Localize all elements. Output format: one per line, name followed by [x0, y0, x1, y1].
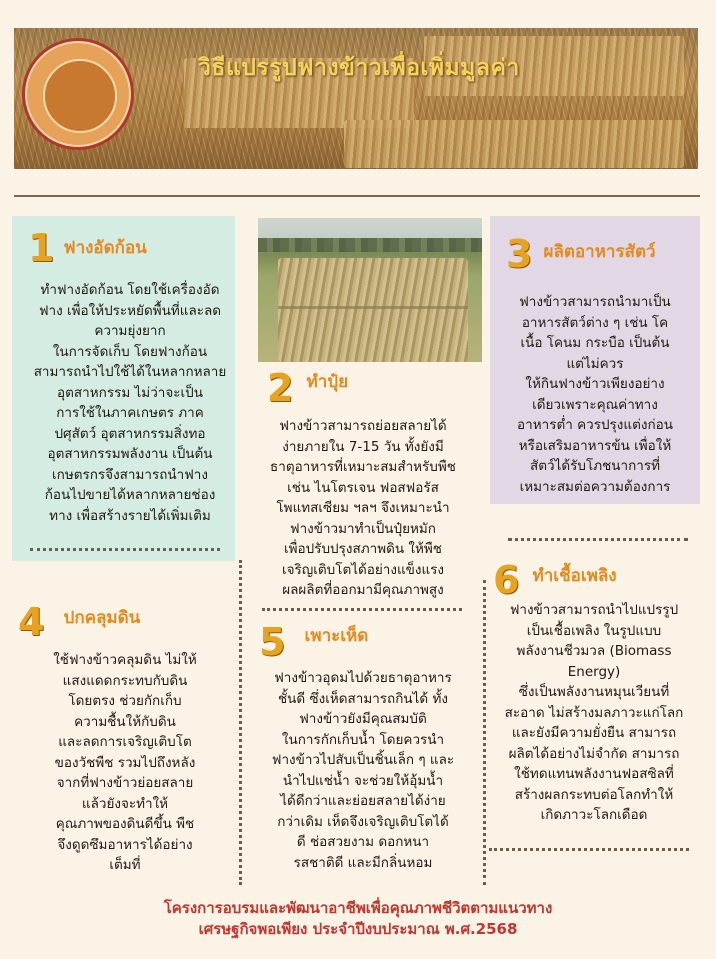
text-line: หรือเสริมอาหารข้น เพื่อให้	[518, 437, 672, 454]
text-line: ใช้ทดแทนพลังงานฟอสซิลที่	[514, 766, 674, 782]
text-line: เกษตรกรจึงสามารถนำฟาง	[52, 466, 208, 483]
text-line: ฟางข้าวสามารถนำมาเป็น	[519, 294, 671, 310]
text-line: ความชื้นให้กับดิน	[74, 713, 176, 730]
text-line: และลดการเจริญเติบโต	[58, 734, 192, 750]
section-5-body	[243, 668, 483, 873]
text-line: ฟาง เพื่อให้ประหยัดพื้นที่และลด	[38, 302, 222, 319]
text-line: คุณภาพของดินดีขึ้น พืช	[55, 816, 195, 832]
text-line: ธาตุอาหารที่เหมาะสมสำหรับพืช	[270, 459, 456, 475]
text-line: แสงแดดกระทบกับดิน	[62, 672, 188, 689]
section-2-heading: ทำปุ๋ย	[306, 372, 349, 392]
hay-bale	[278, 258, 468, 362]
text-line: Energy)	[567, 663, 621, 680]
section-5-number: 5	[259, 620, 286, 664]
section-1-body	[14, 280, 246, 526]
section-3-body	[490, 292, 700, 497]
footer-line-1: โครงการอบรมและพัฒนาอาชีพเพื่อคุณภาพชีวิตตามแนวทาง	[163, 899, 553, 917]
section-2-body	[243, 416, 483, 601]
text-line: ให้กินฟางข้าวเพียงอย่าง	[525, 376, 665, 392]
dotted-divider	[262, 608, 462, 611]
dotted-divider	[489, 848, 689, 851]
text-line: การใช้ในภาคเกษตร ภาค	[56, 405, 204, 421]
text-line: ผลผลิตที่ออกมามีคุณภาพสูง	[282, 582, 444, 598]
text-line: โพแทสเซียม ฯลฯ จึงเหมาะนำ	[276, 500, 450, 516]
text-line: ชั้นดี ซึ่งเห็ดสามารถกินได้ ทั้ง	[278, 690, 448, 707]
dotted-divider	[30, 548, 220, 551]
text-line: ปศุสัตว์ อุตสาหกรรมสิ่งทอ	[54, 425, 206, 442]
section-5-heading: เพาะเห็ด	[304, 626, 369, 646]
section-4-body	[12, 650, 238, 876]
straw-bale-graphic	[344, 120, 684, 168]
text-line: อุตสาหกรรม ไม่ว่าจะเป็น	[57, 384, 203, 401]
text-line: อาหารต่ำ ควรปรุงแต่งก่อน	[517, 417, 673, 433]
text-line: ในการจัดเก็บ โดยฟางก้อน	[52, 343, 208, 360]
text-line: สร้างผลกระทบต่อโลกทำให้	[514, 786, 674, 803]
text-line: จึงดูดซึมอาหารได้อย่าง	[57, 836, 193, 853]
text-line: ได้ดีกว่าและย่อยสลายได้ง่าย	[280, 793, 446, 809]
text-line: จากที่ฟางข้าวย่อยสลาย	[56, 775, 194, 791]
text-line: และยังมีความยั่งยืน สามารถ	[511, 725, 677, 741]
text-line: ฟางข้าวไปสับเป็นชิ้นเล็ก ๆ และ	[271, 752, 455, 768]
vertical-dotted-divider	[483, 580, 486, 885]
text-line: พลังงานชีวมวล (Biomass	[516, 643, 672, 659]
text-line: เช่น ไนโตรเจน ฟอสฟอรัส	[287, 479, 439, 496]
section-5-card	[243, 620, 483, 885]
text-line: ทาง เพื่อสร้างรายได้เพิ่มเติม	[49, 507, 211, 524]
text-line: แต่ไม่ควร	[566, 355, 624, 372]
text-line: เนื้อ โคนม กระบือ เป็นต้น	[520, 335, 670, 351]
text-line: เหมาะสมต่อความต้องการ	[519, 478, 671, 495]
header-banner	[14, 28, 698, 169]
text-line: เป็นเชื้อเพลิง ในรูปแบบ	[526, 622, 662, 639]
municipality-emblem	[22, 38, 134, 150]
section-6-body	[487, 600, 701, 826]
text-line: ฟางข้าวยังมีคุณสมบัติ	[299, 711, 427, 727]
text-line: เต็มที่	[109, 857, 141, 873]
text-line: ในการกักเก็บน้ำ โดยควรนำ	[281, 731, 445, 748]
text-line: ง่ายภายใน 7-15 วัน ทั้งยังมี	[282, 438, 444, 455]
text-line: อาหารสัตว์ต่าง ๆ เช่น โค	[521, 314, 669, 331]
text-line: ของวัชพืช รวมไปถึงหลัง	[54, 754, 196, 771]
section-3-card	[490, 216, 700, 504]
section-4-card	[12, 600, 238, 890]
text-line: ฟางข้าวอุดมไปด้วยธาตุอาหาร	[274, 670, 452, 686]
page-title: วิธีแปรรูปฟางข้าวเพื่อเพิ่มมูลค่า	[198, 55, 520, 81]
section-6-number: 6	[493, 558, 520, 602]
text-line: เดียวเพราะคุณค่าทาง	[532, 396, 658, 413]
section-4-number: 4	[18, 600, 45, 644]
section-1-number: 1	[28, 226, 55, 270]
text-line: ผลิตได้อย่างไม่จำกัด สามารถ	[508, 745, 680, 762]
emblem-center	[43, 59, 117, 133]
section-3-heading: ผลิตอาหารสัตว์	[543, 242, 656, 262]
text-line: เกิดภาวะโลกเดือด	[540, 807, 648, 823]
section-1-card	[12, 216, 235, 561]
text-line: นำไปแช่น้ำ จะช่วยให้อุ้มน้ำ	[282, 772, 444, 789]
text-line: กว่าเดิม เห็ดจึงเจริญเติบโตได้	[277, 813, 449, 830]
section-2-number: 2	[267, 366, 294, 410]
vertical-dotted-divider	[239, 560, 242, 885]
text-line: ฟางข้าวมาทำเป็นปุ๋ยหมัก	[290, 520, 436, 537]
section-1-heading: ฟางอัดก้อน	[63, 238, 147, 258]
text-line: แล้วยังจะทำให้	[81, 795, 169, 812]
dotted-divider	[508, 538, 688, 541]
tree-line	[258, 238, 482, 252]
text-line: ก้อนไปขายได้หลากหลายช่อง	[44, 487, 216, 503]
text-line: ฟางข้าวสามารถย่อยสลายได้	[279, 418, 447, 434]
hay-bale-photo	[258, 218, 482, 362]
footer-line-2: เศรษฐกิจพอเพียง ประจำปีงบประมาณ พ.ศ.2568	[198, 920, 518, 938]
section-6-card	[487, 558, 701, 858]
text-line: ใช้ฟางข้าวคลุมดิน ไม่ให้	[53, 652, 197, 668]
text-line: ทำฟางอัดก้อน โดยใช้เครื่องอัด	[40, 282, 220, 298]
section-4-heading: ปกคลุมดิน	[63, 608, 141, 628]
text-line: โดยตรง ช่วยกักเก็บ	[68, 693, 182, 709]
text-line: สัตว์ได้รับโภชนาการที่	[530, 458, 660, 474]
text-line: เจริญเติบโตได้อย่างแข็งแรง	[281, 561, 445, 578]
header-divider	[14, 195, 700, 197]
section-3-number: 3	[506, 232, 533, 276]
text-line: สะอาด ไม่สร้างมลภาวะแก่โลก	[504, 704, 684, 721]
text-line: ความยุ่งยาก	[94, 323, 166, 339]
text-line: ดี ช่อสวยงาม ดอกหนา	[296, 834, 430, 850]
text-line: สามารถนำไปใช้ได้ในหลากหลาย	[33, 364, 227, 380]
text-line: รสชาติดี และมีกลิ่นหอม	[293, 854, 433, 871]
section-6-heading: ทำเชื้อเพลิง	[532, 566, 617, 586]
text-line: อุตสาหกรรมพลังงาน เป็นต้น	[47, 446, 213, 462]
text-line: ฟางข้าวสามารถนำไปแปรรูป	[509, 602, 679, 618]
section-2-card	[243, 366, 483, 598]
text-line: เพื่อปรับปรุงสภาพดิน ให้พืช	[284, 541, 442, 557]
text-line: ซึ่งเป็นพลังงานหมุนเวียนที่	[518, 684, 670, 700]
footer	[0, 898, 716, 940]
